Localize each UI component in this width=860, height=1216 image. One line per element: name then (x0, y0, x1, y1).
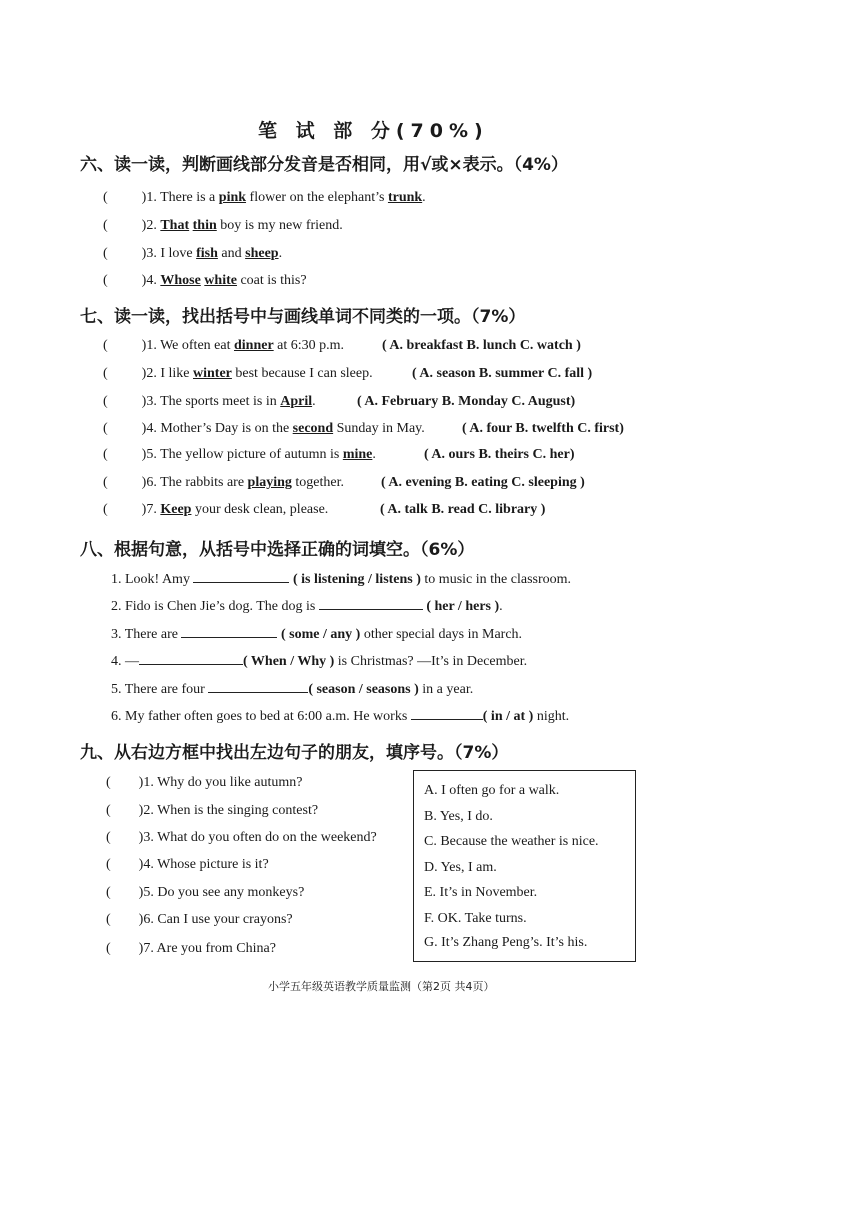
s6-item-4: ( )4. Whose white coat is this? (103, 273, 307, 288)
answer-blank[interactable] (411, 707, 483, 720)
s7-options-1: ( A. breakfast B. lunch C. watch ) (382, 338, 581, 353)
s7-item-3: ( )3. The sports meet is in April. (103, 394, 316, 409)
s8-item-4: 4. — ( When / Why ) is Christmas? —It’s in December. (111, 654, 528, 669)
s6-item-1: ( )1. There is a pink flower on the elephant’s trunk. (103, 190, 426, 205)
s7-item-4: ( )4. Mother’s Day is on the second Sunday in May. (103, 421, 425, 436)
page-footer: 小学五年级英语教学质量监测（第2页 共4页） (268, 980, 495, 993)
answer-option-d: D. Yes, I am. (424, 860, 497, 875)
s9-question-1: ( )1. Why do you like autumn? (106, 775, 303, 790)
s8-item-5: 5. There are four ( season / seasons ) in a year. (111, 682, 474, 697)
answer-option-a: A. I often go for a walk. (424, 783, 560, 798)
s6-item-2: ( )2. That thin boy is my new friend. (103, 218, 343, 233)
answer-option-g: G. It’s Zhang Peng’s. It’s his. (424, 935, 588, 950)
answer-blank[interactable] (181, 625, 277, 638)
page-title: 笔 试 部 分(70%) (258, 120, 489, 142)
section-6-heading: 六、读一读，判断画线部分发音是否相同，用√或×表示。（4%） (80, 155, 568, 175)
answer-blank[interactable] (208, 680, 308, 693)
s7-item-6: ( )6. The rabbits are playing together. (103, 475, 345, 490)
answer-blank[interactable] (139, 652, 243, 665)
s9-question-2: ( )2. When is the singing contest? (106, 803, 319, 818)
s9-question-3: ( )3. What do you often do on the weekend? (106, 830, 377, 845)
s7-options-4: ( A. four B. twelfth C. first) (462, 421, 624, 436)
s8-item-6: 6. My father often goes to bed at 6:00 a.m. He works ( in / at ) night. (111, 709, 570, 724)
s9-question-4: ( )4. Whose picture is it? (106, 857, 269, 872)
answer-option-f: F. OK. Take turns. (424, 911, 527, 926)
s7-item-7: ( )7. Keep your desk clean, please. (103, 502, 329, 517)
answer-blank[interactable] (319, 597, 423, 610)
s7-item-5: ( )5. The yellow picture of autumn is mine. (103, 447, 376, 462)
s9-question-7: ( )7. Are you from China? (106, 941, 276, 956)
s7-options-7: ( A. talk B. read C. library ) (380, 502, 546, 517)
s7-options-3: ( A. February B. Monday C. August) (357, 394, 576, 409)
s9-question-6: ( )6. Can I use your crayons? (106, 912, 293, 927)
s8-item-3: 3. There are ( some / any ) other special days in March. (111, 627, 523, 642)
answer-option-e: E. It’s in November. (424, 885, 538, 900)
s9-question-5: ( )5. Do you see any monkeys? (106, 885, 305, 900)
answer-option-c: C. Because the weather is nice. (424, 834, 599, 849)
s7-options-2: ( A. season B. summer C. fall ) (412, 366, 593, 381)
answer-option-b: B. Yes, I do. (424, 809, 493, 824)
s8-item-1: 1. Look! Amy ( is listening / listens ) to music in the classroom. (111, 572, 572, 587)
s7-item-1: ( )1. We often eat dinner at 6:30 p.m. (103, 338, 345, 353)
s7-options-6: ( A. evening B. eating C. sleeping ) (381, 475, 585, 490)
s7-options-5: ( A. ours B. theirs C. her) (424, 447, 575, 462)
section-8-heading: 八、根据句意，从括号中选择正确的词填空。（6%） (80, 540, 475, 560)
s7-item-2: ( )2. I like winter best because I can sleep. (103, 366, 373, 381)
section-9-heading: 九、从右边方框中找出左边句子的朋友，填序号。（7%） (80, 743, 509, 763)
s8-item-2: 2. Fido is Chen Jie’s dog. The dog is ( her / hers ). (111, 599, 503, 614)
answer-box (413, 770, 636, 962)
answer-blank[interactable] (193, 570, 289, 583)
s6-item-3: ( )3. I love fish and sheep. (103, 246, 283, 261)
section-7-heading: 七、读一读，找出括号中与画线单词不同类的一项。（7%） (80, 307, 526, 327)
